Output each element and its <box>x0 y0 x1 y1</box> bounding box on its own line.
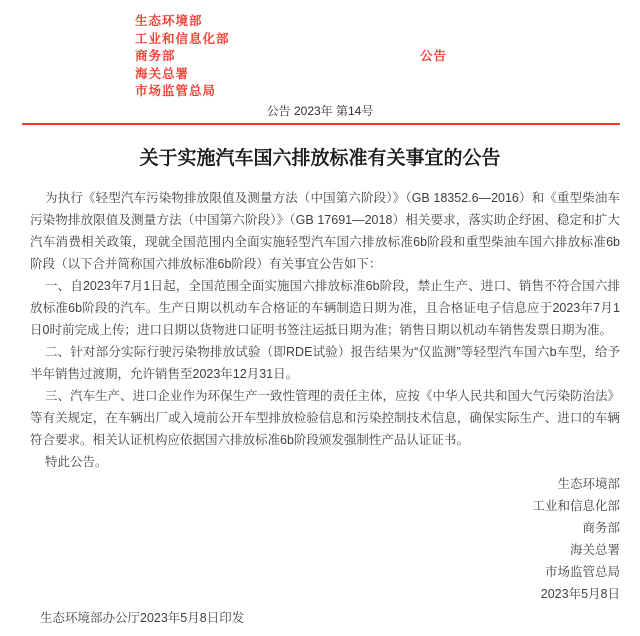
agency-name-miit: 工业和信息化部 <box>135 31 230 46</box>
issuing-agencies-header <box>0 0 640 101</box>
agency-name-moee: 生态环境部 <box>135 14 203 28</box>
signature-agency-customs: 海关总署 <box>569 542 620 557</box>
signature-agency-mofcom: 商务部 <box>582 520 620 535</box>
announcement-body <box>30 187 620 473</box>
agency-name-samr: 市场监管总局 <box>135 84 217 98</box>
signature-agency-moee: 生态环境部 <box>557 476 620 491</box>
paragraph-closing: 特此公告。 <box>45 454 108 469</box>
paragraph-preamble: 为执行《轻型汽车污染物排放限值及测量方法（中国第六阶段）》（GB 18352.6—2016）和《重型柴油车污染物排放限值及测量方法（中国第六阶段）》（GB 17691—2018）相关要求，落实助企纾困、稳定和扩大汽车消费相关政策，现就全国范围内全面实施轻型汽车国六排放标准6b阶段和重型柴油车国六排放标准6b阶段（以下合并简称国六排放标准6b阶段）有关事宜公告如下： <box>30 190 620 271</box>
page-title: 关于实施汽车国六排放标准有关事宜的公告 <box>139 147 501 169</box>
paragraph-item-2: 二、针对部分实际行驶污染物排放试验（即RDE试验）报告结果为“仅监测”等轻型汽车国六b车型，给予半年销售过渡期，允许销售至2023年12月31日。 <box>30 344 620 381</box>
signature-agency-samr: 市场监管总局 <box>544 564 620 579</box>
agency-name-list <box>135 13 640 101</box>
announcement-label: 公告 <box>420 49 448 63</box>
signature-block <box>30 473 620 605</box>
doc-number: 公告 2023年 第14号 <box>266 103 374 118</box>
paragraph-item-3: 三、汽车生产、进口企业作为环保生产一致性管理的责任主体，应按《中华人民共和国大气污染防治法》等有关规定，在车辆出厂或入境前公开车型排放检验信息和污染控制技术信息，确保实际生产、进口的车辆符合要求。相关认证机构应依据国六排放标准6b阶段颁发强制性产品认证证书。 <box>30 388 621 447</box>
print-distribution-note: 生态环境部办公厅2023年5月8日印发 <box>40 610 245 625</box>
divider-rule <box>22 123 620 125</box>
agency-name-customs: 海关总署 <box>135 66 190 81</box>
paragraph-item-1: 一、自2023年7月1日起，全国范围全面实施国六排放标准6b阶段，禁止生产、进口、销售不符合国六排放标准6b阶段的汽车。生产日期以机动车合格证的车辆制造日期为准，且合格证电子信息应于2023年7月1日0时前完成上传；进口日期以货物进口证明书签注运抵日期为准；销售日期以机动车销售发票日期为准。 <box>30 278 620 337</box>
signature-agency-miit: 工业和信息化部 <box>532 498 620 513</box>
signature-date: 2023年5月8日 <box>540 586 620 601</box>
agency-name-mofcom: 商务部 <box>135 49 176 63</box>
